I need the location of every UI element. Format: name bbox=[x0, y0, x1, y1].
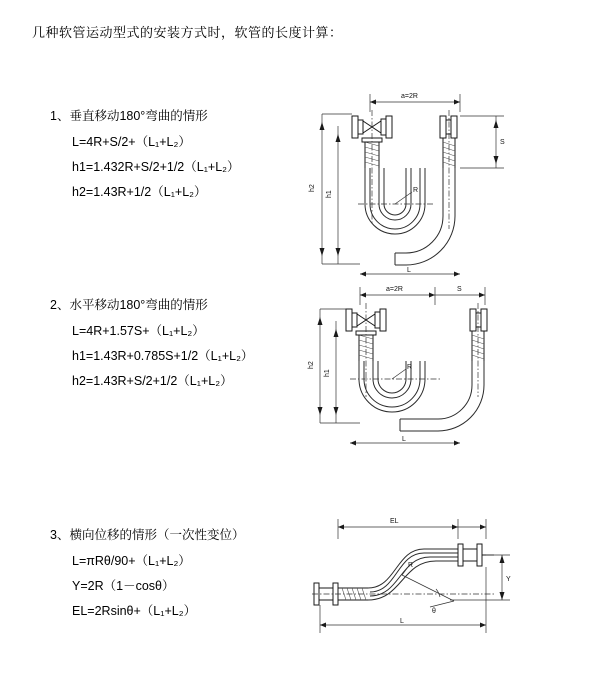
dim-label-r: R bbox=[413, 187, 419, 194]
formula: L=4R+S/2+（L₁+L₂） bbox=[72, 135, 191, 149]
dim-label-a2r-2: a=2R bbox=[386, 286, 403, 293]
formula: Y=2R（1－cosθ） bbox=[72, 579, 175, 593]
section-3-title: 3、横向位移的情形（一次性变位） bbox=[50, 528, 245, 542]
figure-vertical-180-bend bbox=[300, 64, 530, 284]
dim-label-a2r: a=2R bbox=[401, 93, 418, 100]
formula: h2=1.43R+1/2（L₁+L₂） bbox=[72, 185, 207, 199]
formula: h1=1.43R+0.785S+1/2（L₁+L₂） bbox=[72, 349, 254, 363]
figure-horizontal-180-bend bbox=[300, 273, 530, 463]
section-1-title: 1、垂直移动180°弯曲的情形 bbox=[50, 109, 208, 123]
dim-label-l-2: L bbox=[402, 436, 406, 443]
formula: h1=1.432R+S/2+1/2（L₁+L₂） bbox=[72, 160, 240, 174]
dim-label-r-2: R bbox=[407, 364, 413, 371]
dim-label-l-3: L bbox=[400, 618, 404, 625]
dim-label-h1-2: h1 bbox=[324, 369, 331, 377]
formula: EL=2Rsinθ+（L₁+L₂） bbox=[72, 604, 197, 618]
dim-label-y: Y bbox=[506, 576, 511, 583]
dim-label-h2: h2 bbox=[309, 184, 316, 192]
dim-label-s-2: S bbox=[457, 286, 462, 293]
dim-label-h2-2: h2 bbox=[308, 361, 315, 369]
section-2-title: 2、水平移动180°弯曲的情形 bbox=[50, 298, 208, 312]
dim-label-r-3: R bbox=[408, 562, 414, 569]
dim-label-h1-left: h1 bbox=[326, 190, 333, 198]
section-2-formulas bbox=[72, 319, 253, 394]
figure-lateral-offset bbox=[290, 505, 530, 645]
formula: L=4R+1.57S+（L₁+L₂） bbox=[72, 324, 205, 338]
section-3-formulas bbox=[72, 549, 196, 624]
formula: h2=1.43R+S/2+1/2（L₁+L₂） bbox=[72, 374, 233, 388]
dim-label-theta: θ bbox=[432, 608, 436, 615]
page-title: 几种软管运动型式的安装方式时，软管的长度计算： bbox=[32, 25, 343, 40]
formula: L=πRθ/90+（L₁+L₂） bbox=[72, 554, 191, 568]
section-1-formulas bbox=[72, 130, 240, 205]
dim-label-el: EL bbox=[390, 518, 399, 525]
dim-label-l: L bbox=[407, 267, 411, 274]
dim-label-s: S bbox=[500, 139, 505, 146]
